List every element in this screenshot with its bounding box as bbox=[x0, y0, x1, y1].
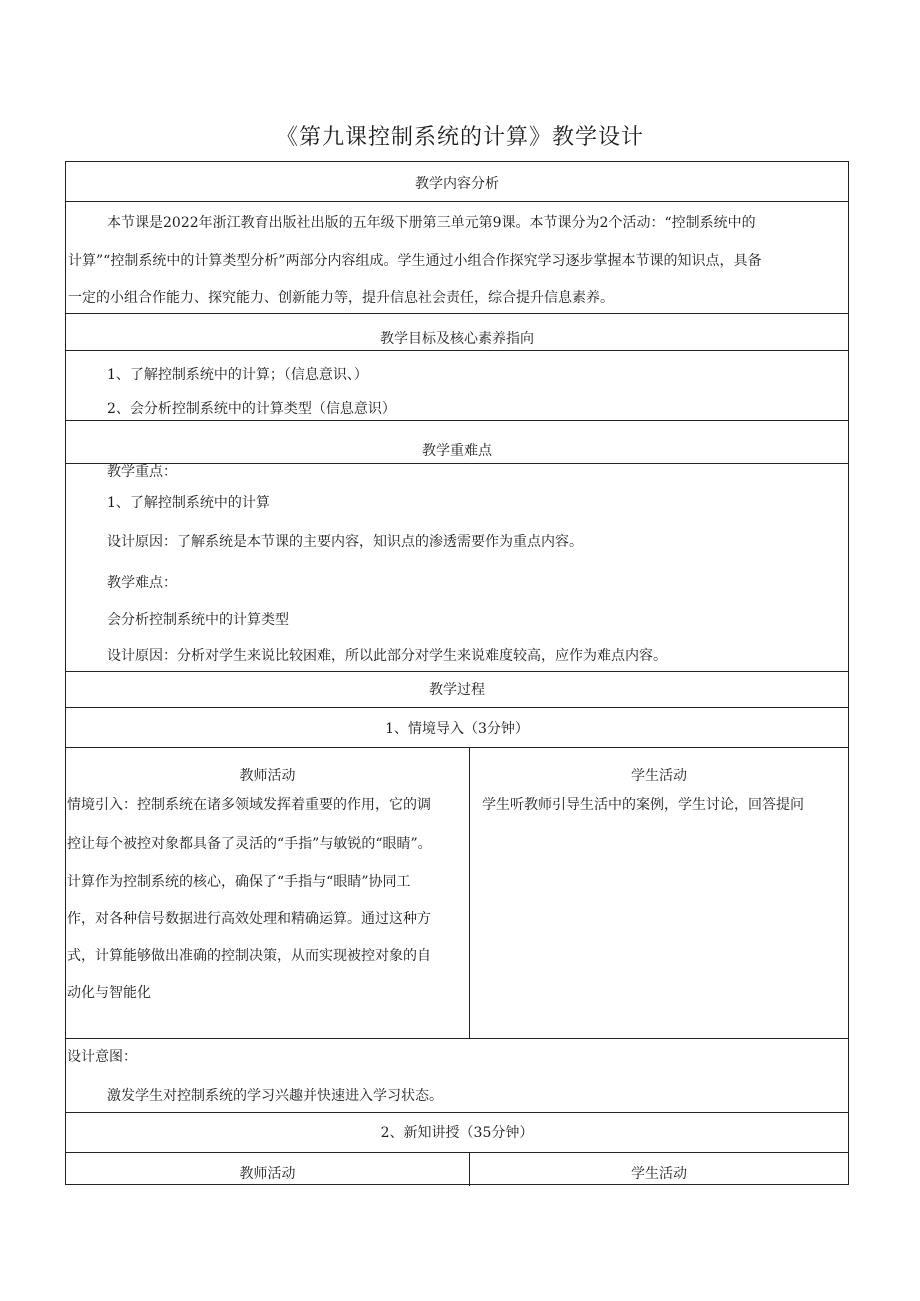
row-divider bbox=[66, 1112, 848, 1113]
focus-item: 1、了解控制系统中的计算 bbox=[107, 495, 270, 511]
column-divider bbox=[469, 747, 470, 1038]
stage1-title: 1、情境导入（3分钟） bbox=[385, 721, 529, 737]
stage1-intent-text: 激发学生对控制系统的学习兴趣并快速进入学习状态。 bbox=[107, 1088, 443, 1104]
content-analysis-line-3: 一定的小组合作能力、探究能力、创新能力等，提升信息社会责任，综合提升信息素养。 bbox=[68, 290, 614, 306]
difficulty-reason: 设计原因：分析对学生来说比较困难，所以此部分对学生来说难度较高，应作为难点内容。 bbox=[107, 648, 667, 664]
stage2-title: 2、新知讲授（35分钟） bbox=[380, 1125, 534, 1141]
content-analysis-line-1: 本节课是2022年浙江教育出版社出版的五年级下册第三单元第9课。本节课分为2个活动：“控制系统中的 bbox=[107, 215, 756, 231]
stage1-intent-label: 设计意图： bbox=[67, 1049, 137, 1065]
stage2-teacher-header: 教师活动 bbox=[239, 1166, 296, 1182]
stage1-student-header: 学生活动 bbox=[631, 768, 687, 784]
key-points-header: 教学重难点 bbox=[422, 443, 492, 459]
stage1-teacher-line-2: 控让每个被控对象都具备了灵活的“手指”与敏锐的“眼睛”。 bbox=[67, 836, 432, 852]
stage1-student-text: 学生听教师引导生活中的案例，学生讨论，回答提问 bbox=[482, 797, 804, 813]
row-divider bbox=[66, 671, 848, 672]
objective-item-2: 2、会分析控制系统中的计算类型（信息意识） bbox=[107, 401, 396, 417]
row-divider bbox=[66, 420, 848, 421]
stage1-teacher-line-1: 情境引入：控制系统在诸多领域发挥着重要的作用，它的调 bbox=[67, 797, 431, 813]
document-title: 《第九课控制系统的计算》教学设计 bbox=[275, 125, 644, 150]
objective-item-1: 1、了解控制系统中的计算；（信息意识、） bbox=[107, 367, 368, 383]
stage1-teacher-header: 教师活动 bbox=[239, 768, 296, 784]
stage1-teacher-line-5: 式，计算能够做出准确的控制决策，从而实现被控对象的自 bbox=[67, 948, 431, 964]
focus-label: 教学重点： bbox=[107, 464, 177, 480]
difficulty-label: 教学难点： bbox=[107, 575, 177, 591]
difficulty-item: 会分析控制系统中的计算类型 bbox=[107, 612, 289, 628]
row-divider bbox=[66, 201, 848, 202]
row-divider bbox=[66, 313, 848, 314]
content-analysis-line-2: 计算”“控制系统中的计算类型分析”两部分内容组成。学生通过小组合作探究学习逐步掌握本节课的知识点，具备 bbox=[68, 253, 762, 269]
stage2-student-header: 学生活动 bbox=[631, 1166, 687, 1182]
lesson-plan-table bbox=[65, 161, 849, 1185]
row-divider bbox=[66, 707, 848, 708]
row-divider bbox=[66, 350, 848, 351]
stage1-teacher-line-6: 动化与智能化 bbox=[67, 985, 151, 1001]
objectives-header: 教学目标及核心素养指向 bbox=[380, 331, 534, 347]
focus-reason: 设计原因：了解系统是本节课的主要内容，知识点的渗透需要作为重点内容。 bbox=[107, 534, 583, 550]
row-divider bbox=[66, 747, 848, 748]
process-header: 教学过程 bbox=[429, 682, 485, 698]
row-divider bbox=[66, 463, 848, 464]
stage1-teacher-line-4: 作，对各种信号数据进行高效处理和精确运算。通过这种方 bbox=[67, 911, 431, 927]
row-divider bbox=[66, 1152, 848, 1153]
content-analysis-header: 教学内容分析 bbox=[415, 176, 499, 192]
stage1-teacher-line-3: 计算作为控制系统的核心，确保了“手指与“眼睛”协同工 bbox=[67, 874, 411, 890]
row-divider bbox=[66, 1038, 848, 1039]
